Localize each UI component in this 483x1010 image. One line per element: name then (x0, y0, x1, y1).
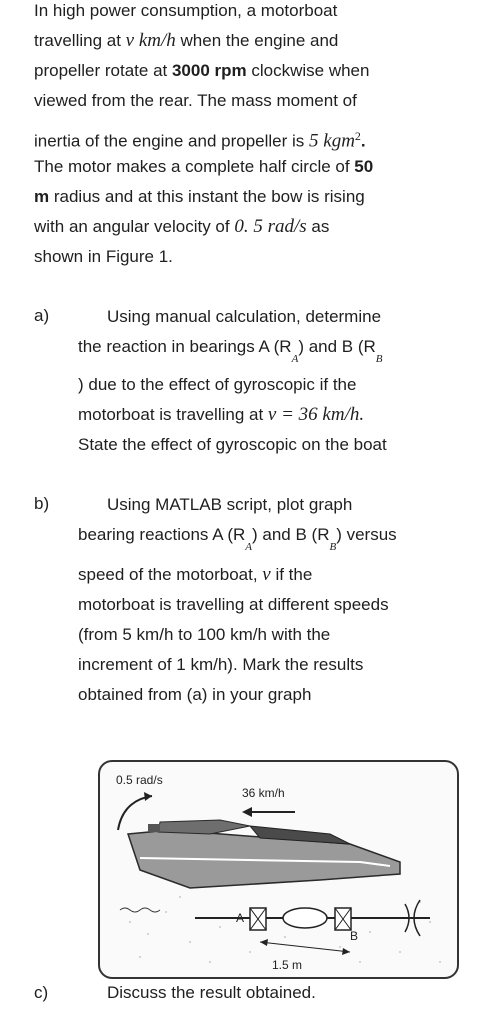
question-b-line-2: bearing reactions A $(R_A)$ and B $(R_B)$ versus (78, 525, 397, 553)
speed-label: 36 km/h (242, 786, 285, 800)
omega-label: 0.5 rad/s (116, 773, 163, 787)
omega-arrowhead (144, 792, 152, 801)
question-a-line-4: motorboat is travelling at v = 36 km/h. (78, 404, 365, 425)
distance-label: 1.5 m (272, 958, 303, 972)
wake-lines (120, 908, 160, 912)
intro-line-3: propeller rotate at 3000 rpm clockwise when (34, 61, 370, 80)
distance-arrowhead-right (342, 948, 350, 955)
boat-hull (128, 820, 400, 888)
water-texture (129, 896, 441, 963)
propeller-shaft (195, 900, 430, 936)
intro-line-6: The motor makes a complete half circle of 50 (34, 157, 374, 176)
question-b-line-1: Using MATLAB script, plot graph (107, 495, 353, 514)
intro-line-9: shown in Figure 1. (34, 247, 173, 266)
intro-line-4: viewed from the rear. The mass moment of (34, 91, 357, 110)
intro-line-8: with an angular velocity of 0. 5 rad/s as (34, 216, 330, 237)
intro-line-7: m radius and at this instant the bow is rising (34, 187, 365, 206)
question-b-line-4: motorboat is travelling at different speeds (78, 595, 389, 614)
figure-1-motorboat (98, 760, 459, 979)
intro-line-5: inertia of the engine and propeller is 5 kgm$^2$. (34, 129, 366, 152)
question-c-label: c) (34, 983, 49, 1002)
motorboat-diagram (100, 762, 457, 977)
bearing-a-label: A (236, 911, 245, 925)
question-a-line-5: State the effect of gyroscopic on the boat (78, 435, 387, 454)
question-b-line-5: (from 5 km/h to 100 km/h with the (78, 625, 331, 644)
flywheel-rotor (283, 908, 327, 928)
intro-line-1: In high power consumption, a motorboat (34, 1, 338, 20)
question-c-text: Discuss the result obtained. (107, 983, 316, 1002)
question-a-label: a) (34, 306, 50, 325)
question-b-line-7: obtained from (a) in your graph (78, 685, 312, 704)
speed-arrowhead (242, 807, 252, 817)
question-b-label: b) (34, 494, 50, 513)
intro-line-2: travelling at v km/h when the engine and (34, 30, 339, 51)
omega-arc (118, 796, 152, 830)
distance-dimension-line (260, 942, 350, 952)
question-a-line-1: Using manual calculation, determine (107, 307, 382, 326)
distance-arrowhead-left (260, 939, 268, 946)
question-a-line-3: ) due to the effect of gyroscopic if the (78, 375, 357, 394)
question-b-line-3: speed of the motorboat, v if the (78, 564, 313, 585)
question-a-line-2: the reaction in bearings A $(R_A)$ and B ($R_B$ (78, 337, 383, 365)
bearing-b-label: B (350, 929, 359, 943)
question-b-line-6: increment of 1 km/h). Mark the results (78, 655, 364, 674)
